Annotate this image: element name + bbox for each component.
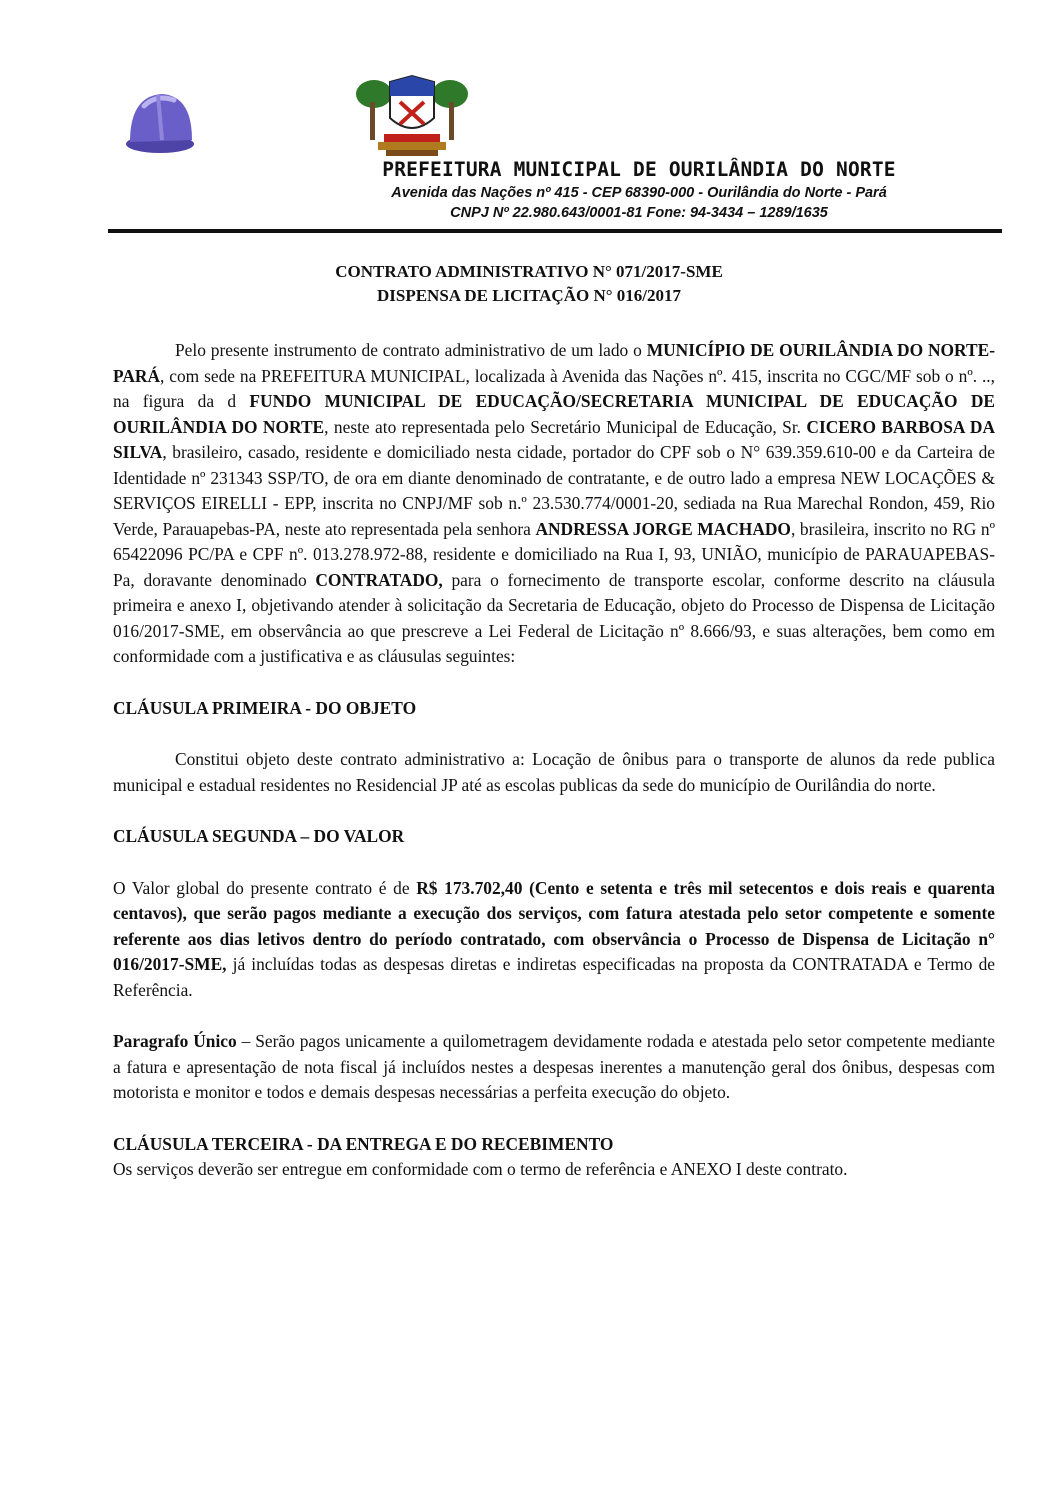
helmet-icon [122, 86, 198, 162]
clause-2-text: O Valor global do presente contrato é de [113, 877, 417, 898]
clause-3-heading: CLÁUSULA TERCEIRA - DA ENTREGA E DO RECEBIMENTO [113, 1133, 614, 1154]
bidding-exemption-title: DISPENSA DE LICITAÇÃO N° 016/2017 [376, 286, 682, 305]
clause-1-text: Constitui objeto deste contrato administrativo a: Locação de ônibus para o transporte de alunos da rede publica municipal e estadual residentes no Residencial JP até as escolas publicas da sede do município de Ourilândia do norte. [113, 749, 995, 795]
organization-name: PREFEITURA MUNICIPAL DE OURILÂNDIA DO NORTE [382, 158, 896, 181]
municipal-crest-icon [356, 72, 468, 158]
preamble-secretary: CICERO BARBOSA DA SILVA [113, 416, 995, 462]
preamble-municipality: MUNICÍPIO DE OURILÂNDIA DO NORTE-PARÁ [113, 340, 995, 386]
preamble-text: Pelo presente instrumento de contrato administrativo de um lado o [175, 340, 647, 360]
clause-2-heading: CLÁUSULA SEGUNDA – DO VALOR [113, 826, 405, 846]
sole-paragraph-label: Paragrafo Único [113, 1031, 237, 1051]
sole-paragraph [113, 1029, 995, 1106]
preamble-text: , brasileira, inscrito no RG nº 65422096 PC/PA e CPF nº. 013.278.972-88, residente e domiciliado na Rua I, 93, UNIÃO, município de PARAUAPEBAS-Pa, doravante denominado [113, 518, 995, 590]
contract-body [113, 338, 995, 1183]
preamble-paragraph [113, 338, 995, 670]
preamble-text: para o fornecimento de transporte escolar, conforme descrito na cláusula primeira e anexo I, objetivando atender à solicitação da Secretaria de Educação, objeto do Processo de Dispensa de Licitação 016/2017-SME, em observância ao que prescreve a Lei Federal de Licitação nº 8.666/93, e suas alterações, bem como em conformidade com a justificativa e as cláusulas seguintes: [113, 569, 995, 666]
clause-3-text: Os serviços deverão ser entregue em conformidade com o termo de referência e ANEXO I deste contrato. [113, 1159, 848, 1179]
clause-1-heading: CLÁUSULA PRIMEIRA - DO OBJETO [113, 697, 417, 718]
clause-2-value: R$ 173.702,40 (Cento e setenta e três mil setecentos e dois reais e quarenta centavos), que serão pagos mediante a execução dos serviços, com fatura atestada pelo setor competente e somente referente aos dias letivos dentro do período contratado, com observância o Processo de Dispensa de Licitação n° 016/2017-SME, [113, 877, 995, 974]
preamble-representative: ANDRESSA JORGE MACHADO [535, 518, 791, 539]
sole-paragraph-text: – Serão pagos unicamente a quilometragem devidamente rodada e atestada pelo setor competente mediante a fatura e apresentação de nota fiscal já incluídos nestes a despesas inerentes a manutenção geral dos ônibus, despesas com motorista e monitor e todos e demais despesas necessárias a perfeita execução do objeto. [113, 1031, 995, 1102]
contract-title: CONTRATO ADMINISTRATIVO N° 071/2017-SME [335, 262, 723, 281]
preamble-text: , com sede na PREFEITURA MUNICIPAL, localizada à Avenida das Nações nº. 415, inscrita no CGC/MF sob o nº. .., na figura da d [113, 365, 995, 411]
preamble-contracted: CONTRATADO, [315, 569, 443, 590]
clause-2-value-paragraph [113, 876, 995, 1004]
header-divider [108, 229, 1002, 233]
preamble-text: , neste ato representada pelo Secretário Municipal de Educação, Sr. [324, 416, 807, 437]
preamble-text: , brasileiro, casado, residente e domiciliado nesta cidade, portador do CPF sob o N° 639.359.610-00 e da Carteira de Identidade nº 231343 SSP/TO, de ora em diante denominado de contratante, e de outro lado a empresa NEW LOCAÇÕES & SERVIÇOS EIRELLI - EPP, inscrita no CNPJ/MF sob n.º 23.530.774/0001-20, sediada na Rua Marechal Rondon, 459, Rio Verde, Parauapebas-PA, neste ato representada pela senhora [113, 442, 995, 539]
organization-address: Avenida das Nações nº 415 - CEP 68390-000 - Ourilândia do Norte - Pará [391, 185, 887, 201]
organization-cnpj-phone: CNPJ Nº 22.980.643/0001-81 Fone: 94-3434 – 1289/1635 [450, 205, 828, 221]
clause-2-text: já incluídas todas as despesas diretas e indiretas especificadas na proposta da CONTRATADA e Termo de Referência. [113, 954, 995, 1000]
preamble-fund: FUNDO MUNICIPAL DE EDUCAÇÃO/SECRETARIA MUNICIPAL DE EDUCAÇÃO DE OURILÂNDIA DO NORTE [113, 391, 995, 437]
